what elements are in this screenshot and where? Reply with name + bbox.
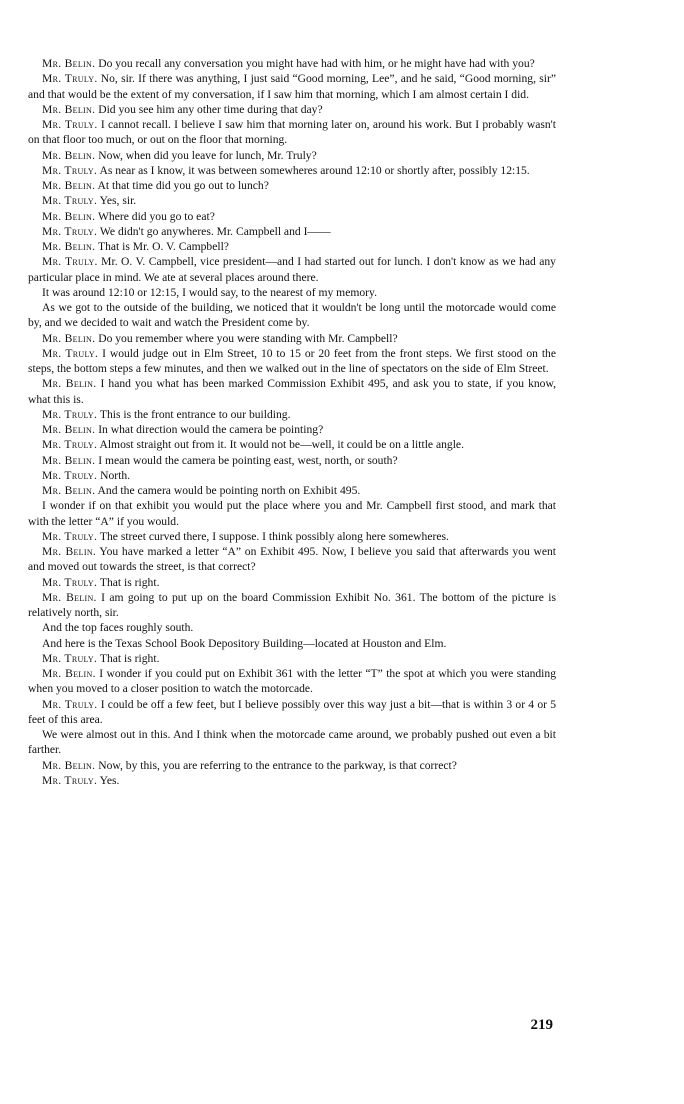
paragraph (28, 620, 556, 635)
paragraph (28, 254, 556, 285)
paragraph (28, 758, 556, 773)
speaker-name: Mr. Truly. (42, 407, 98, 421)
speaker-name: Mr. Belin. (42, 590, 97, 604)
speaker-name: Mr. Truly. (42, 346, 99, 360)
speaker-name: Mr. Truly. (42, 255, 98, 269)
paragraph (28, 636, 556, 651)
page-number: 219 (530, 1017, 553, 1033)
paragraph-text: We didn't go anywheres. Mr. Campbell and I—— (97, 224, 331, 238)
paragraph-text: That is Mr. O. V. Campbell? (95, 240, 229, 253)
testimony-text (28, 56, 556, 788)
paragraph-text: This is the front entrance to our building. (97, 407, 291, 421)
speaker-name: Mr. Belin. (42, 758, 96, 772)
paragraph-text: Mr. O. V. Campbell, vice president—and I had started out for lunch. I don't know as we had any particular place in mind. We ate at several places around there. (28, 255, 556, 284)
paragraph (28, 193, 556, 208)
paragraph-text: I am going to put up on the board Commission Exhibit No. 361. The bottom of the picture is relatively north, sir. (28, 590, 556, 619)
speaker-name: Mr. Belin. (42, 377, 97, 391)
paragraph-text: I cannot recall. I believe I saw him that morning later on, around his work. But I probably wasn't on that floor too much, or out on the floor that morning. (28, 118, 556, 147)
paragraph-text: Yes. (97, 773, 120, 787)
speaker-name: Mr. Belin. (42, 209, 96, 223)
paragraph-text: I wonder if on that exhibit you would put the place where you and Mr. Campbell first stood, and mark that with the letter “A” if you would. (28, 499, 556, 528)
paragraph (28, 163, 556, 178)
paragraph-text: And the top faces roughly south. (42, 621, 194, 635)
paragraph-text: That is right. (97, 651, 160, 665)
speaker-name: Mr. Truly. (42, 651, 98, 665)
paragraph (28, 422, 556, 437)
speaker-name: Mr. Truly. (42, 118, 98, 131)
speaker-name: Mr. Belin. (42, 484, 96, 497)
paragraph (28, 331, 556, 346)
paragraph (28, 209, 556, 224)
paragraph (28, 407, 556, 422)
paragraph (28, 224, 556, 239)
paragraph-text: I hand you what has been marked Commission Exhibit 495, and ask you to state, if you know, what this is. (28, 377, 557, 406)
paragraph-text: And the camera would be pointing north on Exhibit 495. (95, 484, 361, 497)
speaker-name: Mr. Truly. (42, 575, 98, 589)
paragraph-text: I wonder if you could put on Exhibit 361 with the letter “T” the spot at which you were standing when you moved to a closer position to watch the motorcade. (28, 667, 556, 696)
speaker-name: Mr. Belin. (42, 545, 97, 558)
paragraph-text: The street curved there, I suppose. I think possibly along here somewheres. (97, 529, 449, 543)
paragraph-text: You have marked a letter “A” on Exhibit 495. Now, I believe you said that afterwards you went and moved out towards the street, is that correct? (28, 545, 556, 574)
speaker-name: Mr. Truly. (42, 163, 98, 177)
speaker-name: Mr. Belin. (42, 148, 96, 162)
paragraph (28, 239, 556, 254)
speaker-name: Mr. Belin. (42, 453, 96, 467)
paragraph-text: I would judge out in Elm Street, 10 to 15 or 20 feet from the front steps. We first stood on the steps, the bottom steps a few minutes, and then we walked out in the line of spectators on the side of Elm Street. (28, 346, 556, 375)
paragraph-text: Do you remember where you were standing with Mr. Campbell? (95, 331, 398, 345)
paragraph (28, 56, 556, 71)
paragraph (28, 117, 556, 148)
paragraph-text: Do you recall any conversation you might have had with him, or he might have had with you? (95, 57, 535, 70)
paragraph-text: Now, when did you leave for lunch, Mr. Truly? (95, 148, 317, 162)
paragraph (28, 376, 556, 407)
paragraph-text: Where did you go to eat? (95, 209, 215, 223)
paragraph-text: Did you see him any other time during that day? (95, 102, 323, 116)
paragraph (28, 529, 556, 544)
paragraph (28, 437, 556, 452)
paragraph-text: And here is the Texas School Book Depository Building—located at Houston and Elm. (42, 636, 447, 650)
paragraph (28, 346, 556, 377)
paragraph-text: That is right. (97, 575, 160, 589)
paragraph-text: Now, by this, you are referring to the entrance to the parkway, is that correct? (95, 758, 457, 772)
paragraph (28, 697, 556, 728)
paragraph (28, 285, 556, 300)
paragraph (28, 590, 556, 621)
speaker-name: Mr. Truly. (42, 224, 98, 238)
paragraph (28, 300, 556, 331)
paragraph (28, 666, 556, 697)
paragraph-text: Yes, sir. (97, 194, 137, 208)
paragraph (28, 483, 556, 498)
paragraph-text: At that time did you go out to lunch? (95, 179, 269, 192)
paragraph-text: In what direction would the camera be pointing? (95, 423, 324, 436)
paragraph (28, 71, 556, 102)
paragraph (28, 468, 556, 483)
speaker-name: Mr. Belin. (42, 667, 96, 680)
paragraph-text: It was around 12:10 or 12:15, I would say, to the nearest of my memory. (42, 285, 377, 299)
paragraph (28, 148, 556, 163)
speaker-name: Mr. Truly. (42, 468, 98, 482)
speaker-name: Mr. Truly. (42, 438, 98, 452)
speaker-name: Mr. Truly. (42, 697, 98, 711)
speaker-name: Mr. Belin. (42, 179, 96, 192)
paragraph (28, 498, 556, 529)
paragraph (28, 651, 556, 666)
speaker-name: Mr. Truly. (42, 194, 98, 208)
speaker-name: Mr. Belin. (42, 331, 96, 345)
paragraph-text: We were almost out in this. And I think when the motorcade came around, we probably pushed out even a bit farther. (28, 728, 556, 757)
paragraph-text: I could be off a few feet, but I believe possibly over this way just a bit—that is within 3 or 4 or 5 feet of this area. (28, 697, 556, 726)
speaker-name: Mr. Belin. (42, 423, 96, 436)
paragraph-text: As near as I know, it was between somewheres around 12:10 or shortly after, possibly 12:15. (97, 163, 530, 177)
paragraph-text: No, sir. If there was anything, I just said “Good morning, Lee”, and he said, “Good morning, sir” and that would be the extent of my conversation, if I saw him that morning, which I am almost certain I did. (28, 72, 556, 101)
speaker-name: Mr. Belin. (42, 240, 96, 253)
speaker-name: Mr. Truly. (42, 773, 98, 787)
paragraph-text: Almost straight out from it. It would not be—well, it could be on a little angle. (97, 438, 464, 452)
paragraph (28, 453, 556, 468)
speaker-name: Mr. Truly. (42, 529, 98, 543)
speaker-name: Mr. Belin. (42, 102, 96, 116)
paragraph (28, 544, 556, 575)
paragraph (28, 102, 556, 117)
paragraph-text: I mean would the camera be pointing east, west, north, or south? (95, 453, 398, 467)
paragraph (28, 727, 556, 758)
paragraph (28, 773, 556, 788)
paragraph (28, 178, 556, 193)
paragraph-text: North. (97, 468, 131, 482)
paragraph (28, 575, 556, 590)
speaker-name: Mr. Belin. (42, 57, 96, 70)
speaker-name: Mr. Truly. (42, 72, 98, 86)
paragraph-text: As we got to the outside of the building, we noticed that it wouldn't be long until the motorcade would come by, and we decided to wait and watch the President come by. (28, 301, 556, 330)
